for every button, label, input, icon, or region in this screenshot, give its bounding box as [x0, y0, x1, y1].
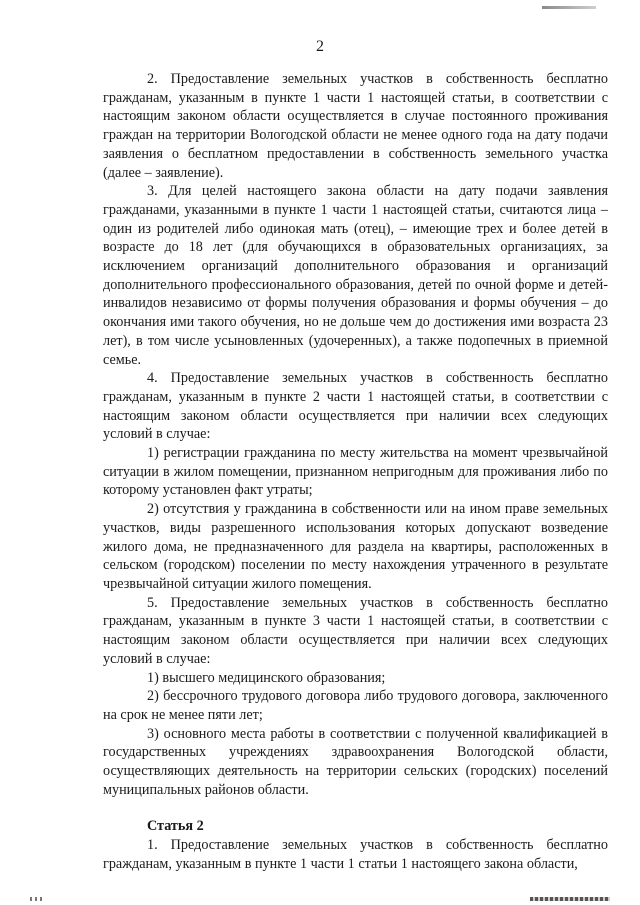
paragraph-5-item-3: 3) основного места работы в соответствии с полученной квалификацией в государственных учреждениях здравоохранения Вологодской области, осуществляющих деятельность на территории сельских (городских) поселений муниципальных районов области.	[103, 725, 608, 798]
page-number: 2	[316, 38, 324, 55]
paragraph-4: 4. Предоставление земельных участков в собственность бесплатно гражданам, указанным в пункте 2 части 1 настоящей статьи, в соответствии с настоящим законом области осуществляется при наличии всех следующих условий в случае:	[103, 370, 608, 443]
paragraph-4-item-2: 2) отсутствия у гражданина в собственности или на ином праве земельных участков, виды разрешенного использования которых допускают возведение жилого дома, не предназначенного для раздела на квартиры, расположенных в сельском (городском) поселении по месту нахождения утраченного в результате чрезвычайной ситуации жилого помещения.	[103, 501, 608, 592]
scan-artifact-bottom-left	[30, 897, 44, 901]
scan-artifact-bottom-right	[530, 897, 610, 901]
paragraph-5-item-1: 1) высшего медицинского образования;	[147, 669, 386, 686]
document-body	[103, 70, 608, 874]
article-2-paragraph-1: 1. Предоставление земельных участков в собственность бесплатно гражданам, указанным в пункте 1 части 1 статьи 1 настоящего закона области,	[103, 837, 608, 872]
paragraph-4-item-1: 1) регистрации гражданина по месту жительства на момент чрезвычайной ситуации в жилом помещении, признанном непригодным для проживания либо по которому установлен факт утраты;	[103, 445, 608, 499]
scan-artifact-top	[542, 6, 596, 9]
paragraph-3: 3. Для целей настоящего закона области на дату подачи заявления гражданами, указанными в пункте 1 части 1 настоящей статьи, считаются лица – один из родителей либо одинокая мать (отец), – имеющие трех и более детей в возрасте до 18 лет (для обучающихся в образовательных организациях, за исключением организаций дополнительного образования и организаций дополнительного профессионального образования, детей по очной форме и детей-инвалидов независимо от формы получения образования и формы обучения – до окончания ими такого обучения, но не дольше чем до достижения ими возраста 23 лет), в том числе усыновленных (удочеренных), а также подопечных в приемной семье.	[103, 183, 608, 368]
paragraph-5: 5. Предоставление земельных участков в собственность бесплатно гражданам, указанным в пункте 3 части 1 настоящей статьи, в соответствии с настоящим законом области осуществляется при наличии всех следующих условий в случае:	[103, 594, 608, 667]
paragraph-5-item-2: 2) бессрочного трудового договора либо трудового договора, заключенного на срок не менее пяти лет;	[103, 688, 608, 723]
paragraph-2: 2. Предоставление земельных участков в собственность бесплатно гражданам, указанным в пункте 1 части 1 настоящей статьи, в соответствии с настоящим законом области осуществляется в случае постоянного проживания граждан на территории Вологодской области не менее одного года на дату подачи заявления о бесплатном предоставлении в собственность земельного участка (далее – заявление).	[103, 71, 608, 181]
article-2-heading: Статья 2	[147, 818, 204, 835]
